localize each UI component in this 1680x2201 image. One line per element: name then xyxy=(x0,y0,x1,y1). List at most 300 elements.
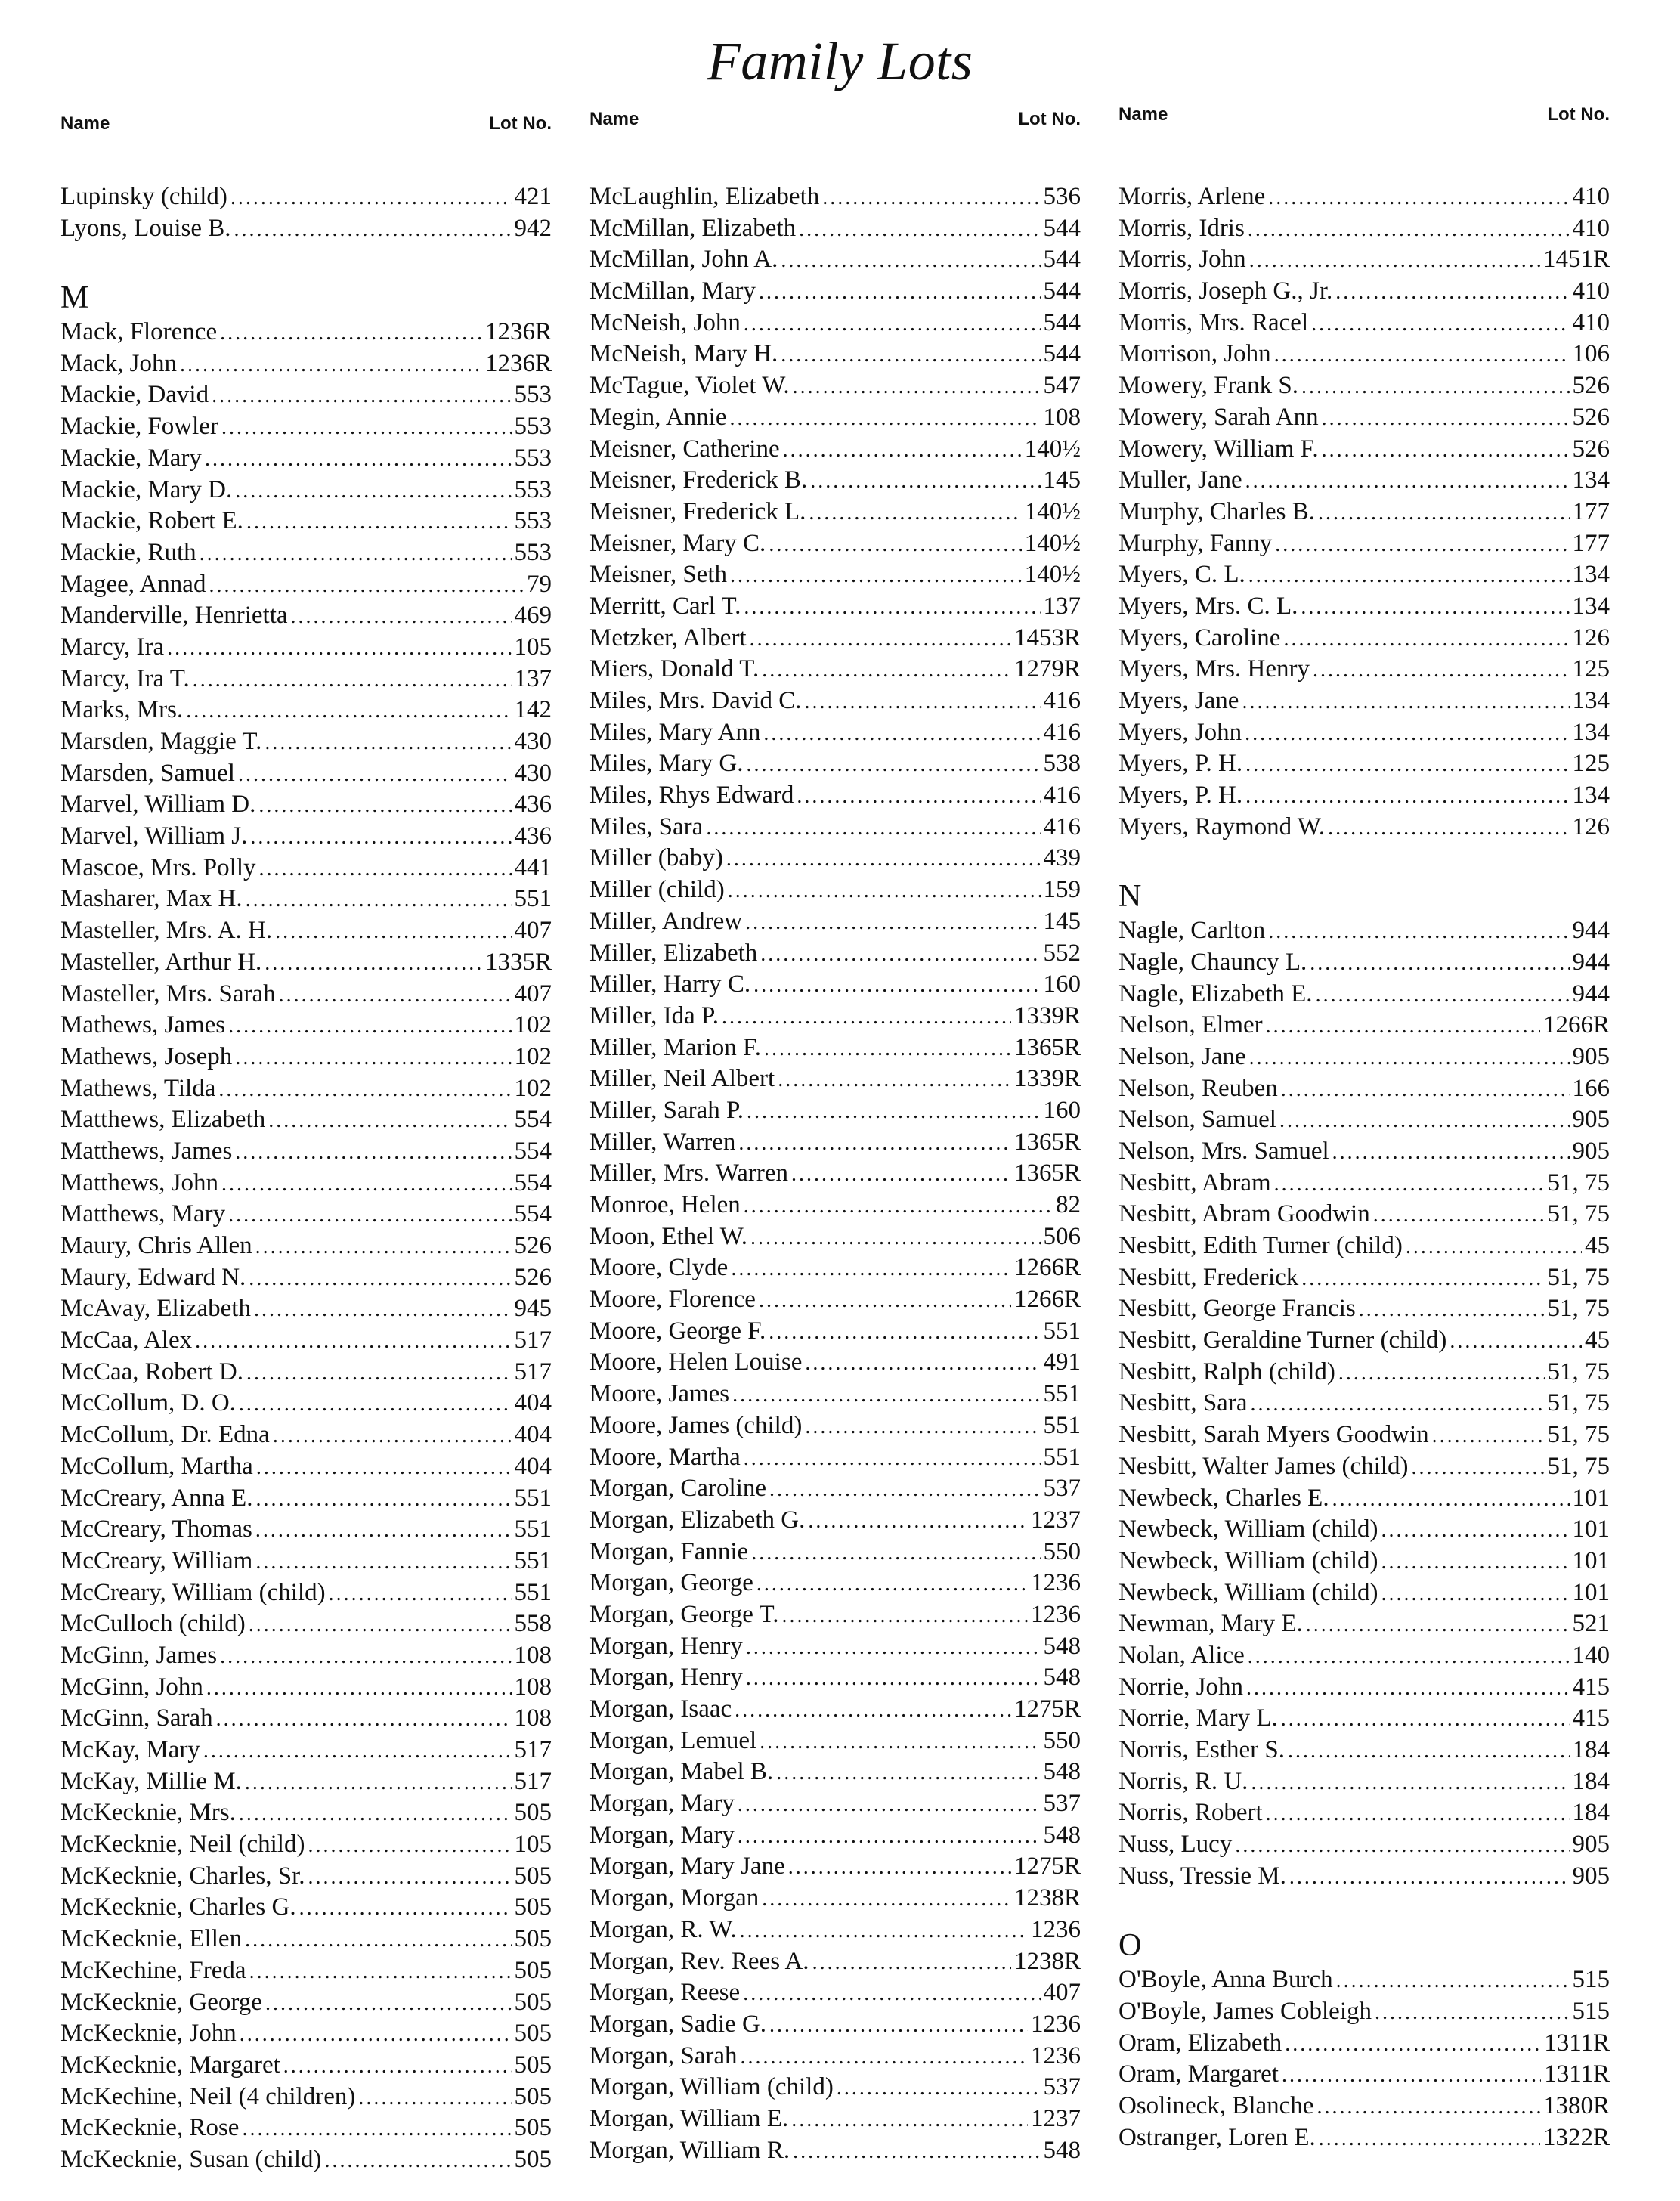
dot-leader xyxy=(299,1892,512,1924)
entry-name: Lyons, Louise B. xyxy=(60,214,231,242)
dot-leader xyxy=(1249,1042,1570,1073)
entry-lot-number: 517 xyxy=(514,1767,552,1795)
list-item xyxy=(589,969,1081,1001)
dot-leader xyxy=(308,1861,512,1893)
entry-name: Morgan, Mary xyxy=(589,1821,735,1849)
entry-lot-number: 126 xyxy=(1572,813,1610,840)
entry-name: Magee, Annad xyxy=(60,570,206,598)
name-header: Name xyxy=(60,113,110,134)
entry-name: Miles, Mrs. David C. xyxy=(589,687,802,714)
entry-name: Nelson, Samuel xyxy=(1118,1106,1276,1134)
dot-leader xyxy=(738,1788,1041,1820)
list-item xyxy=(589,1158,1081,1190)
entry-name: Mowery, Sarah Ann xyxy=(1118,403,1319,431)
list-item xyxy=(60,1829,552,1861)
entry-lot-number: 108 xyxy=(1043,403,1081,431)
entry-lot-number: 551 xyxy=(514,1484,552,1512)
dot-leader xyxy=(769,1316,1040,1348)
list-item xyxy=(60,2144,552,2176)
dot-leader xyxy=(762,1883,1011,1915)
list-item xyxy=(589,528,1081,560)
list-item xyxy=(60,348,552,380)
list-item xyxy=(1118,1451,1610,1483)
entry-name: Mascoe, Mrs. Polly xyxy=(60,853,256,881)
list-item xyxy=(60,1104,552,1136)
dot-leader xyxy=(743,1977,1040,2009)
dot-leader xyxy=(1245,465,1570,497)
dot-leader xyxy=(812,1946,1011,1978)
entry-name: McCollum, Dr. Edna xyxy=(60,1421,270,1449)
list-item xyxy=(589,1284,1081,1316)
entry-name: Megin, Annie xyxy=(589,403,727,431)
dot-leader xyxy=(206,1672,512,1704)
entry-lot-number: 526 xyxy=(514,1232,552,1259)
entry-name: Morgan, Morgan xyxy=(589,1884,760,1912)
entry-lot-number: 551 xyxy=(514,1515,552,1543)
entry-lot-number: 1339R xyxy=(1013,1001,1081,1029)
entry-lot-number: 108 xyxy=(514,1673,552,1701)
entry-lot-number: 517 xyxy=(514,1326,552,1354)
entry-name: Nesbitt, Abram xyxy=(1118,1169,1271,1196)
section-letter: M xyxy=(60,280,89,316)
entry-lot-number: 421 xyxy=(514,183,552,210)
list-item xyxy=(589,1915,1081,1946)
entry-lot-number: 551 xyxy=(1043,1411,1081,1439)
dot-leader xyxy=(1251,1766,1569,1798)
entry-name: Miller, Neil Albert xyxy=(589,1065,775,1093)
dot-leader xyxy=(1289,1861,1570,1893)
entry-name: Osolineck, Blanche xyxy=(1118,2091,1314,2119)
dot-leader xyxy=(793,370,1041,402)
entry-name: Mackie, Robert E. xyxy=(60,507,243,535)
entry-lot-number: 51, 75 xyxy=(1547,1295,1610,1323)
dot-leader xyxy=(1285,2028,1541,2060)
dot-leader xyxy=(726,843,1041,875)
entry-name: Miller, Harry C. xyxy=(589,970,751,998)
entry-name: Nesbitt, Frederick xyxy=(1118,1263,1299,1291)
entry-lot-number: 177 xyxy=(1572,497,1610,525)
entry-lot-number: 505 xyxy=(514,2051,552,2079)
list-item xyxy=(589,1946,1081,1978)
dot-leader xyxy=(221,411,512,443)
entry-lot-number: 1238R xyxy=(1013,1884,1081,1912)
dot-leader xyxy=(1322,402,1570,434)
entry-lot-number: 137 xyxy=(1043,592,1081,620)
entry-name: Ostranger, Loren E. xyxy=(1118,2123,1316,2151)
dot-leader xyxy=(1301,370,1569,402)
list-item xyxy=(589,1537,1081,1568)
entry-name: Miller, Warren xyxy=(589,1128,736,1156)
list-item xyxy=(1118,947,1610,979)
entry-lot-number: 1365R xyxy=(1013,1159,1081,1187)
entry-lot-number: 551 xyxy=(1043,1317,1081,1345)
dot-leader xyxy=(245,1924,511,1955)
entry-name: Murphy, Fanny xyxy=(1118,529,1273,557)
dot-leader xyxy=(799,213,1040,245)
entry-lot-number: 1238R xyxy=(1013,1947,1081,1975)
entry-name: Morgan, R. W. xyxy=(589,1915,737,1943)
list-item xyxy=(589,843,1081,875)
dot-leader xyxy=(1274,1168,1545,1200)
list-item xyxy=(1118,1797,1610,1829)
list-item xyxy=(60,664,552,695)
entry-lot-number: 439 xyxy=(1043,844,1081,872)
dot-leader xyxy=(1245,717,1569,749)
dot-leader xyxy=(1301,1262,1544,1294)
entry-name: Mathews, James xyxy=(60,1011,226,1039)
entry-name: Moore, Florence xyxy=(589,1286,756,1314)
dot-leader xyxy=(329,1577,512,1609)
dot-leader xyxy=(1283,623,1569,655)
entry-name: McMillan, Mary xyxy=(589,277,756,305)
entry-lot-number: 505 xyxy=(514,2145,552,2173)
dot-leader xyxy=(238,758,512,790)
list-item xyxy=(1118,434,1610,466)
entry-name: Marcy, Ira xyxy=(60,633,165,661)
dot-leader xyxy=(751,1537,1040,1568)
entry-name: McCreary, William (child) xyxy=(60,1578,326,1606)
entry-name: Morgan, Mary Jane xyxy=(589,1853,785,1881)
entry-lot-number: 550 xyxy=(1043,1726,1081,1754)
list-item xyxy=(589,181,1081,213)
dot-leader xyxy=(805,686,1041,717)
entry-name: Miller, Mrs. Warren xyxy=(589,1159,789,1187)
dot-leader xyxy=(756,1568,1028,1599)
dot-leader xyxy=(235,475,511,506)
dot-leader xyxy=(228,1010,511,1042)
entry-name: Nelson, Jane xyxy=(1118,1042,1246,1070)
entry-name: Maury, Edward N. xyxy=(60,1263,246,1291)
dot-leader xyxy=(746,1662,1041,1694)
entry-name: Marks, Mrs. xyxy=(60,696,184,724)
entry-name: Moore, Martha xyxy=(589,1443,741,1471)
entry-lot-number: 134 xyxy=(1572,466,1610,494)
entry-lot-number: 905 xyxy=(1572,1862,1610,1890)
list-item xyxy=(589,244,1081,276)
entry-name: Matthews, Mary xyxy=(60,1200,226,1228)
list-item xyxy=(589,686,1081,717)
entry-name: O'Boyle, James Cobleigh xyxy=(1118,1997,1372,2025)
dot-leader xyxy=(1306,1608,1570,1640)
entry-name: McCreary, Thomas xyxy=(60,1515,252,1543)
entry-name: McGinn, John xyxy=(60,1673,203,1701)
entry-name: Masteller, Mrs. Sarah xyxy=(60,980,276,1008)
entry-lot-number: 51, 75 xyxy=(1547,1169,1610,1196)
entry-name: Miller (child) xyxy=(589,876,725,904)
list-item xyxy=(60,1199,552,1231)
list-item xyxy=(589,938,1081,970)
dot-leader xyxy=(250,821,511,853)
dot-leader xyxy=(1281,1703,1570,1735)
list-item xyxy=(1118,1262,1610,1294)
entry-lot-number: 404 xyxy=(514,1452,552,1480)
section-letter: O xyxy=(1118,1928,1142,1964)
entry-name: Monroe, Helen xyxy=(589,1191,741,1218)
entry-lot-number: 1236 xyxy=(1031,1569,1081,1597)
column-2 xyxy=(589,109,1081,2166)
list-item xyxy=(1118,623,1610,655)
entry-lot-number: 538 xyxy=(1043,750,1081,778)
dot-leader xyxy=(259,853,512,884)
dot-leader xyxy=(1281,1073,1570,1105)
list-item xyxy=(1118,213,1610,245)
list-item xyxy=(589,497,1081,528)
entry-name: Miles, Mary G. xyxy=(589,750,744,778)
dot-leader xyxy=(1268,915,1569,947)
entry-lot-number: 101 xyxy=(1572,1484,1610,1512)
entry-name: Moon, Ethel W. xyxy=(589,1222,748,1250)
entry-name: McCreary, Anna E. xyxy=(60,1484,253,1512)
list-item xyxy=(1118,979,1610,1011)
entry-lot-number: 505 xyxy=(514,2114,552,2142)
dot-leader xyxy=(1266,1797,1570,1829)
entry-lot-number: 553 xyxy=(514,507,552,535)
list-item xyxy=(1118,915,1610,947)
entry-name: McKecknie, George xyxy=(60,1988,262,2016)
entry-lot-number: 415 xyxy=(1572,1673,1610,1701)
entry-name: Morgan, Sadie G. xyxy=(589,2010,767,2038)
column-3 xyxy=(1118,104,1610,2153)
entry-lot-number: 184 xyxy=(1572,1799,1610,1827)
entry-lot-number: 521 xyxy=(1572,1610,1610,1638)
dot-leader xyxy=(1375,1996,1570,2028)
entry-name: Morrison, John xyxy=(1118,340,1271,368)
list-item xyxy=(60,600,552,632)
list-item xyxy=(1118,402,1610,434)
entry-name: Morris, Idris xyxy=(1118,214,1245,242)
entry-name: McKechine, Freda xyxy=(60,1956,246,1984)
entry-name: Nesbitt, Abram Goodwin xyxy=(1118,1200,1370,1228)
entry-name: Marsden, Samuel xyxy=(60,759,235,787)
entry-name: Miles, Rhys Edward xyxy=(589,782,794,810)
entry-name: Mackie, Fowler xyxy=(60,413,218,441)
entry-lot-number: 944 xyxy=(1572,980,1610,1008)
dot-leader xyxy=(1359,1293,1545,1325)
entry-lot-number: 552 xyxy=(1043,939,1081,967)
list-item xyxy=(60,758,552,790)
entry-lot-number: 515 xyxy=(1572,1997,1610,2025)
entry-name: Meisner, Frederick L. xyxy=(589,497,806,525)
entry-name: Nagle, Elizabeth E. xyxy=(1118,980,1313,1008)
entry-lot-number: 134 xyxy=(1572,782,1610,810)
lot-header: Lot No. xyxy=(1018,109,1081,129)
entry-name: McNeish, Mary H. xyxy=(589,340,778,368)
list-item xyxy=(589,2009,1081,2041)
entry-name: Miller, Sarah P. xyxy=(589,1096,744,1124)
list-item xyxy=(60,379,552,411)
entry-name: Morgan, Elizabeth G. xyxy=(589,1506,806,1534)
list-item xyxy=(1118,2059,1610,2091)
entry-name: Nelson, Reuben xyxy=(1118,1074,1278,1102)
entry-name: Miller, Marion F. xyxy=(589,1033,762,1061)
entry-lot-number: 554 xyxy=(514,1169,552,1196)
entry-lot-number: 536 xyxy=(1043,183,1081,210)
entry-name: Miers, Donald T. xyxy=(589,655,760,683)
dot-leader xyxy=(781,244,1040,276)
entry-lot-number: 517 xyxy=(514,1357,552,1385)
dot-leader xyxy=(246,506,512,537)
list-item xyxy=(589,1190,1081,1221)
entry-name: Norris, Robert xyxy=(1118,1799,1263,1827)
entry-lot-number: 82 xyxy=(1056,1191,1081,1218)
entry-name: McKecknie, Susan (child) xyxy=(60,2145,322,2173)
entry-lot-number: 544 xyxy=(1043,246,1081,274)
dot-leader xyxy=(744,1190,1053,1221)
dot-leader xyxy=(1282,2059,1541,2091)
dot-leader xyxy=(218,1073,511,1105)
dot-leader xyxy=(167,632,511,664)
dot-leader xyxy=(1249,244,1540,276)
section-gap xyxy=(60,244,552,276)
dot-leader xyxy=(750,1221,1040,1253)
entry-lot-number: 551 xyxy=(514,1546,552,1574)
entry-name: Morgan, Mary xyxy=(589,1790,735,1818)
list-item xyxy=(1118,1388,1610,1419)
dot-leader xyxy=(759,276,1041,308)
entry-name: Norrie, Mary L. xyxy=(1118,1704,1278,1732)
list-item xyxy=(60,1136,552,1168)
list-item xyxy=(1118,1829,1610,1861)
entry-lot-number: 505 xyxy=(514,1893,552,1921)
entry-name: Nagle, Chauncy L. xyxy=(1118,948,1307,976)
list-item xyxy=(1118,1199,1610,1231)
entry-name: Myers, Jane xyxy=(1118,687,1239,714)
dot-leader xyxy=(1279,1104,1570,1136)
list-item xyxy=(589,1063,1081,1095)
entry-name: Nesbitt, Walter James (child) xyxy=(1118,1452,1409,1480)
entry-name: McGinn, Sarah xyxy=(60,1704,213,1732)
dot-leader xyxy=(706,812,1040,844)
dot-leader xyxy=(1266,1010,1540,1042)
dot-leader xyxy=(797,780,1040,812)
list-item xyxy=(60,1546,552,1577)
entry-name: Masteller, Mrs. A. H. xyxy=(60,917,273,945)
list-item xyxy=(589,1883,1081,1915)
entry-lot-number: 105 xyxy=(514,1831,552,1859)
dot-leader xyxy=(1275,528,1569,560)
dot-leader xyxy=(764,1032,1011,1064)
entry-lot-number: 1266R xyxy=(1013,1286,1081,1314)
entry-lot-number: 1311R xyxy=(1544,2029,1610,2057)
entry-lot-number: 905 xyxy=(1572,1042,1610,1070)
entry-lot-number: 102 xyxy=(514,1042,552,1070)
dot-leader xyxy=(200,537,512,569)
dot-leader xyxy=(760,938,1040,970)
list-item xyxy=(1118,1964,1610,1996)
entry-lot-number: 166 xyxy=(1572,1074,1610,1102)
entry-lot-number: 416 xyxy=(1043,813,1081,840)
list-item xyxy=(589,1694,1081,1726)
page-title: Family Lots xyxy=(707,31,973,91)
entry-lot-number: 548 xyxy=(1043,1664,1081,1692)
entry-name: Morgan, Fannie xyxy=(589,1537,749,1565)
dot-leader xyxy=(1338,1357,1545,1388)
entry-lot-number: 410 xyxy=(1572,183,1610,210)
dot-leader xyxy=(1310,947,1569,979)
dot-leader xyxy=(769,1473,1040,1505)
entry-lot-number: 544 xyxy=(1043,277,1081,305)
entry-name: Moore, George F. xyxy=(589,1317,766,1345)
column-entries xyxy=(60,181,552,2176)
entry-lot-number: 51, 75 xyxy=(1547,1357,1610,1385)
list-item xyxy=(60,213,552,245)
entry-name: McKecknie, Charles G. xyxy=(60,1893,296,1921)
entry-name: Moore, James xyxy=(589,1380,730,1408)
entry-lot-number: 505 xyxy=(514,1988,552,2016)
dot-leader xyxy=(762,654,1011,686)
entry-name: Moore, Clyde xyxy=(589,1254,729,1282)
dot-leader xyxy=(722,1001,1011,1032)
entry-name: Norris, R. U. xyxy=(1118,1767,1248,1795)
dot-leader xyxy=(254,1293,512,1325)
list-item xyxy=(589,1599,1081,1631)
dot-leader xyxy=(735,1694,1011,1726)
dot-leader xyxy=(769,2009,1028,2041)
entry-lot-number: 102 xyxy=(514,1074,552,1102)
entry-lot-number: 537 xyxy=(1043,1790,1081,1818)
entry-name: Myers, P. H. xyxy=(1118,750,1243,778)
dot-leader xyxy=(279,979,512,1011)
list-item xyxy=(1118,2122,1610,2154)
dot-leader xyxy=(1274,339,1570,370)
entry-name: McMillan, Elizabeth xyxy=(589,214,797,242)
entry-lot-number: 140½ xyxy=(1024,561,1081,589)
list-item xyxy=(589,748,1081,780)
dot-leader xyxy=(810,465,1040,497)
column-entries xyxy=(589,181,1081,2166)
dot-leader xyxy=(246,1357,512,1388)
entry-lot-number: 550 xyxy=(1043,1537,1081,1565)
list-item xyxy=(1118,1419,1610,1451)
entry-lot-number: 1266R xyxy=(1542,1011,1610,1039)
entry-lot-number: 416 xyxy=(1043,687,1081,714)
list-item xyxy=(1118,1766,1610,1798)
list-item xyxy=(60,1672,552,1704)
entry-name: Marvel, William D. xyxy=(60,791,256,819)
entry-list xyxy=(1118,181,1610,843)
list-item xyxy=(1118,1010,1610,1042)
list-item xyxy=(1118,181,1610,213)
entry-name: McCreary, William xyxy=(60,1546,253,1574)
name-header: Name xyxy=(589,109,639,129)
entry-name: McKecknie, Charles, Sr. xyxy=(60,1862,305,1890)
entry-lot-number: 79 xyxy=(527,570,552,598)
entry-lot-number: 404 xyxy=(514,1421,552,1449)
entry-name: Newbeck, William (child) xyxy=(1118,1515,1378,1543)
entry-lot-number: 526 xyxy=(514,1263,552,1291)
dot-leader xyxy=(246,884,512,915)
entry-name: Marcy, Ira T. xyxy=(60,664,190,692)
dot-leader xyxy=(1248,213,1570,245)
list-item xyxy=(589,1127,1081,1159)
list-item xyxy=(589,1977,1081,2009)
entry-name: McNeish, John xyxy=(589,308,741,336)
entry-name: McCaa, Robert D. xyxy=(60,1357,243,1385)
entry-name: Miles, Sara xyxy=(589,813,704,840)
list-item xyxy=(60,695,552,726)
entry-name: Morris, John xyxy=(1118,246,1246,274)
entry-name: Myers, C. L. xyxy=(1118,561,1245,589)
dot-leader xyxy=(291,600,512,632)
entry-name: Oram, Margaret xyxy=(1118,2060,1279,2088)
dot-leader xyxy=(740,1915,1028,1946)
entry-lot-number: 526 xyxy=(1572,372,1610,400)
list-item xyxy=(589,654,1081,686)
entry-lot-number: 1266R xyxy=(1013,1254,1081,1282)
list-item xyxy=(60,411,552,443)
entry-name: Miller, Ida P. xyxy=(589,1001,719,1029)
entry-name: Merritt, Carl T. xyxy=(589,592,741,620)
